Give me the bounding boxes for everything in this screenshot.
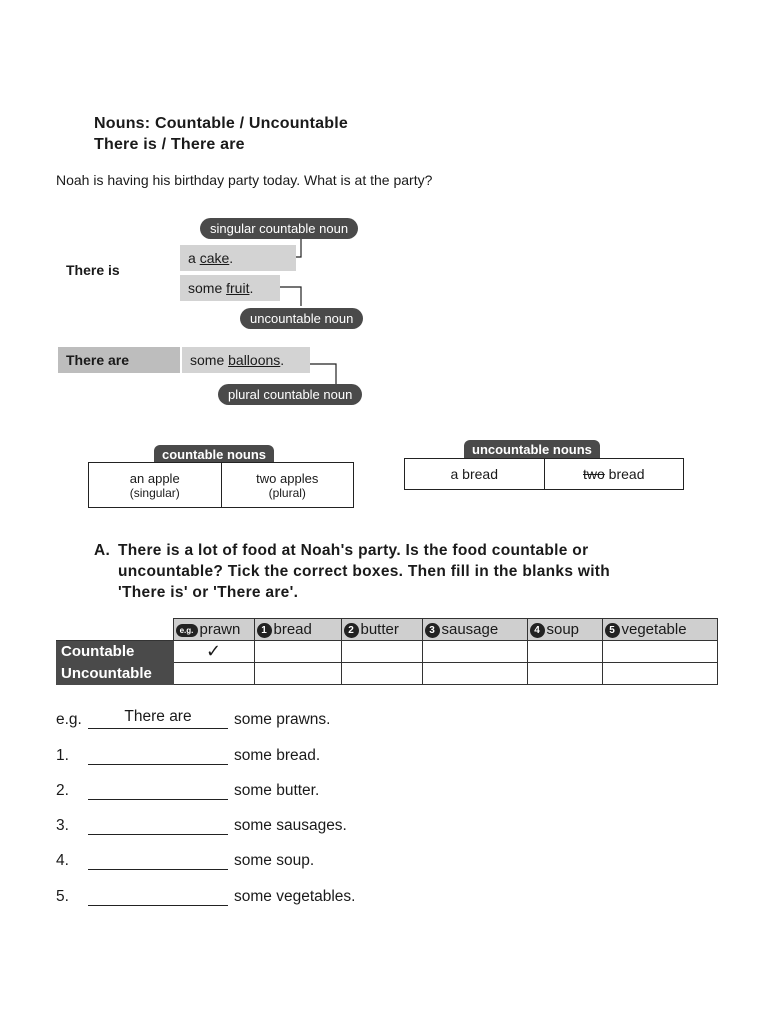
uncountable-left-cell xyxy=(405,459,544,489)
example-cake: a cake. xyxy=(180,245,296,271)
fill-label: e.g. xyxy=(56,711,82,728)
countable-plural-sub: (plural) xyxy=(268,485,306,500)
tick-box-bread-countable[interactable] xyxy=(254,641,341,663)
countable-singular-cell xyxy=(89,463,221,507)
fill-blank-4[interactable] xyxy=(88,849,228,870)
countable-singular-text: an apple xyxy=(129,470,180,486)
fill-sentence: some prawns. xyxy=(234,711,331,728)
col-vegetable: 5 vegetable xyxy=(602,619,718,641)
uncountable-right-text: two bread xyxy=(583,466,645,482)
pill-plural: plural countable noun xyxy=(218,384,362,405)
row-uncountable-label: Uncountable xyxy=(57,663,174,685)
tick-box-sausage-countable[interactable] xyxy=(422,641,527,663)
row-countable-label: Countable xyxy=(57,641,174,663)
fill-answer: There are xyxy=(88,708,228,729)
tick-box-soup-countable[interactable] xyxy=(527,641,602,663)
fill-blank-2[interactable] xyxy=(88,779,228,800)
fill-label: 3. xyxy=(56,817,69,834)
row-countable xyxy=(57,641,718,663)
uncountable-right-cell xyxy=(544,459,684,489)
fill-label: 2. xyxy=(56,782,69,799)
there-are-label: There are xyxy=(58,347,180,373)
tick-box-vegetable-countable[interactable] xyxy=(602,641,718,663)
tick-table-header xyxy=(57,619,718,641)
countable-nouns-tag: countable nouns xyxy=(154,445,274,465)
page-subtitle: There is / There are xyxy=(94,136,245,153)
fill-row-1 xyxy=(56,744,320,765)
example-balloons: some balloons. xyxy=(182,347,310,373)
fill-sentence: some soup. xyxy=(234,852,315,869)
uncountable-nouns-tag: uncountable nouns xyxy=(464,440,600,460)
tick-box-bread-uncountable[interactable] xyxy=(254,663,341,685)
there-is-label: There is xyxy=(66,262,120,278)
fill-blank-3[interactable] xyxy=(88,814,228,835)
example-fruit: some fruit. xyxy=(180,275,280,301)
fill-label: 5. xyxy=(56,888,69,905)
tick-box-sausage-uncountable[interactable] xyxy=(422,663,527,685)
fill-sentence: some bread. xyxy=(234,747,321,764)
fill-row-4 xyxy=(56,849,314,870)
fill-row-2 xyxy=(56,779,319,800)
col-butter: 2 butter xyxy=(341,619,422,641)
question-text: There is a lot of food at Noah's party. Is the food countable or uncountable? Tick the correct boxes. Then fill in the blanks with 'There is' or 'There are'. xyxy=(118,542,611,601)
fill-sentence: some sausages. xyxy=(234,817,347,834)
col-sausage: 3 sausage xyxy=(422,619,527,641)
tick-box-butter-uncountable[interactable] xyxy=(341,663,422,685)
countable-plural-text: two apples xyxy=(256,470,319,486)
intro-text: Noah is having his birthday party today. What is at the party? xyxy=(56,172,433,188)
countable-nouns-box xyxy=(88,462,354,508)
fill-blank-5[interactable] xyxy=(88,885,228,906)
pill-singular: singular countable noun xyxy=(200,218,358,239)
fill-label: 4. xyxy=(56,852,69,869)
uncountable-nouns-box xyxy=(404,458,684,490)
tick-box-prawn-uncountable[interactable] xyxy=(173,663,254,685)
fill-sentence: some butter. xyxy=(234,782,320,799)
arrow-balloons xyxy=(306,364,336,384)
tick-box-soup-uncountable[interactable] xyxy=(527,663,602,685)
col-soup: 4 soup xyxy=(527,619,602,641)
fill-label: 1. xyxy=(56,747,69,764)
page-title: Nouns: Countable / Uncountable xyxy=(94,115,348,132)
row-uncountable xyxy=(57,663,718,685)
tick-box-prawn-countable[interactable]: ✓ xyxy=(173,641,254,663)
uncountable-left-text: a bread xyxy=(450,466,498,482)
pill-uncountable: uncountable noun xyxy=(240,308,363,329)
tick-box-butter-countable[interactable] xyxy=(341,641,422,663)
tick-table xyxy=(56,618,718,685)
fill-row-5 xyxy=(56,885,356,906)
col-bread: 1 bread xyxy=(254,619,341,641)
countable-singular-sub: (singular) xyxy=(129,485,180,500)
fill-row-eg xyxy=(56,708,330,729)
col-prawn: e.g. prawn xyxy=(173,619,254,641)
fill-sentence: some vegetables. xyxy=(234,888,356,905)
tick-box-vegetable-uncountable[interactable] xyxy=(602,663,718,685)
question-label: A. xyxy=(94,542,111,559)
fill-blank-1[interactable] xyxy=(88,744,228,765)
fill-row-3 xyxy=(56,814,347,835)
countable-plural-cell xyxy=(221,463,354,507)
